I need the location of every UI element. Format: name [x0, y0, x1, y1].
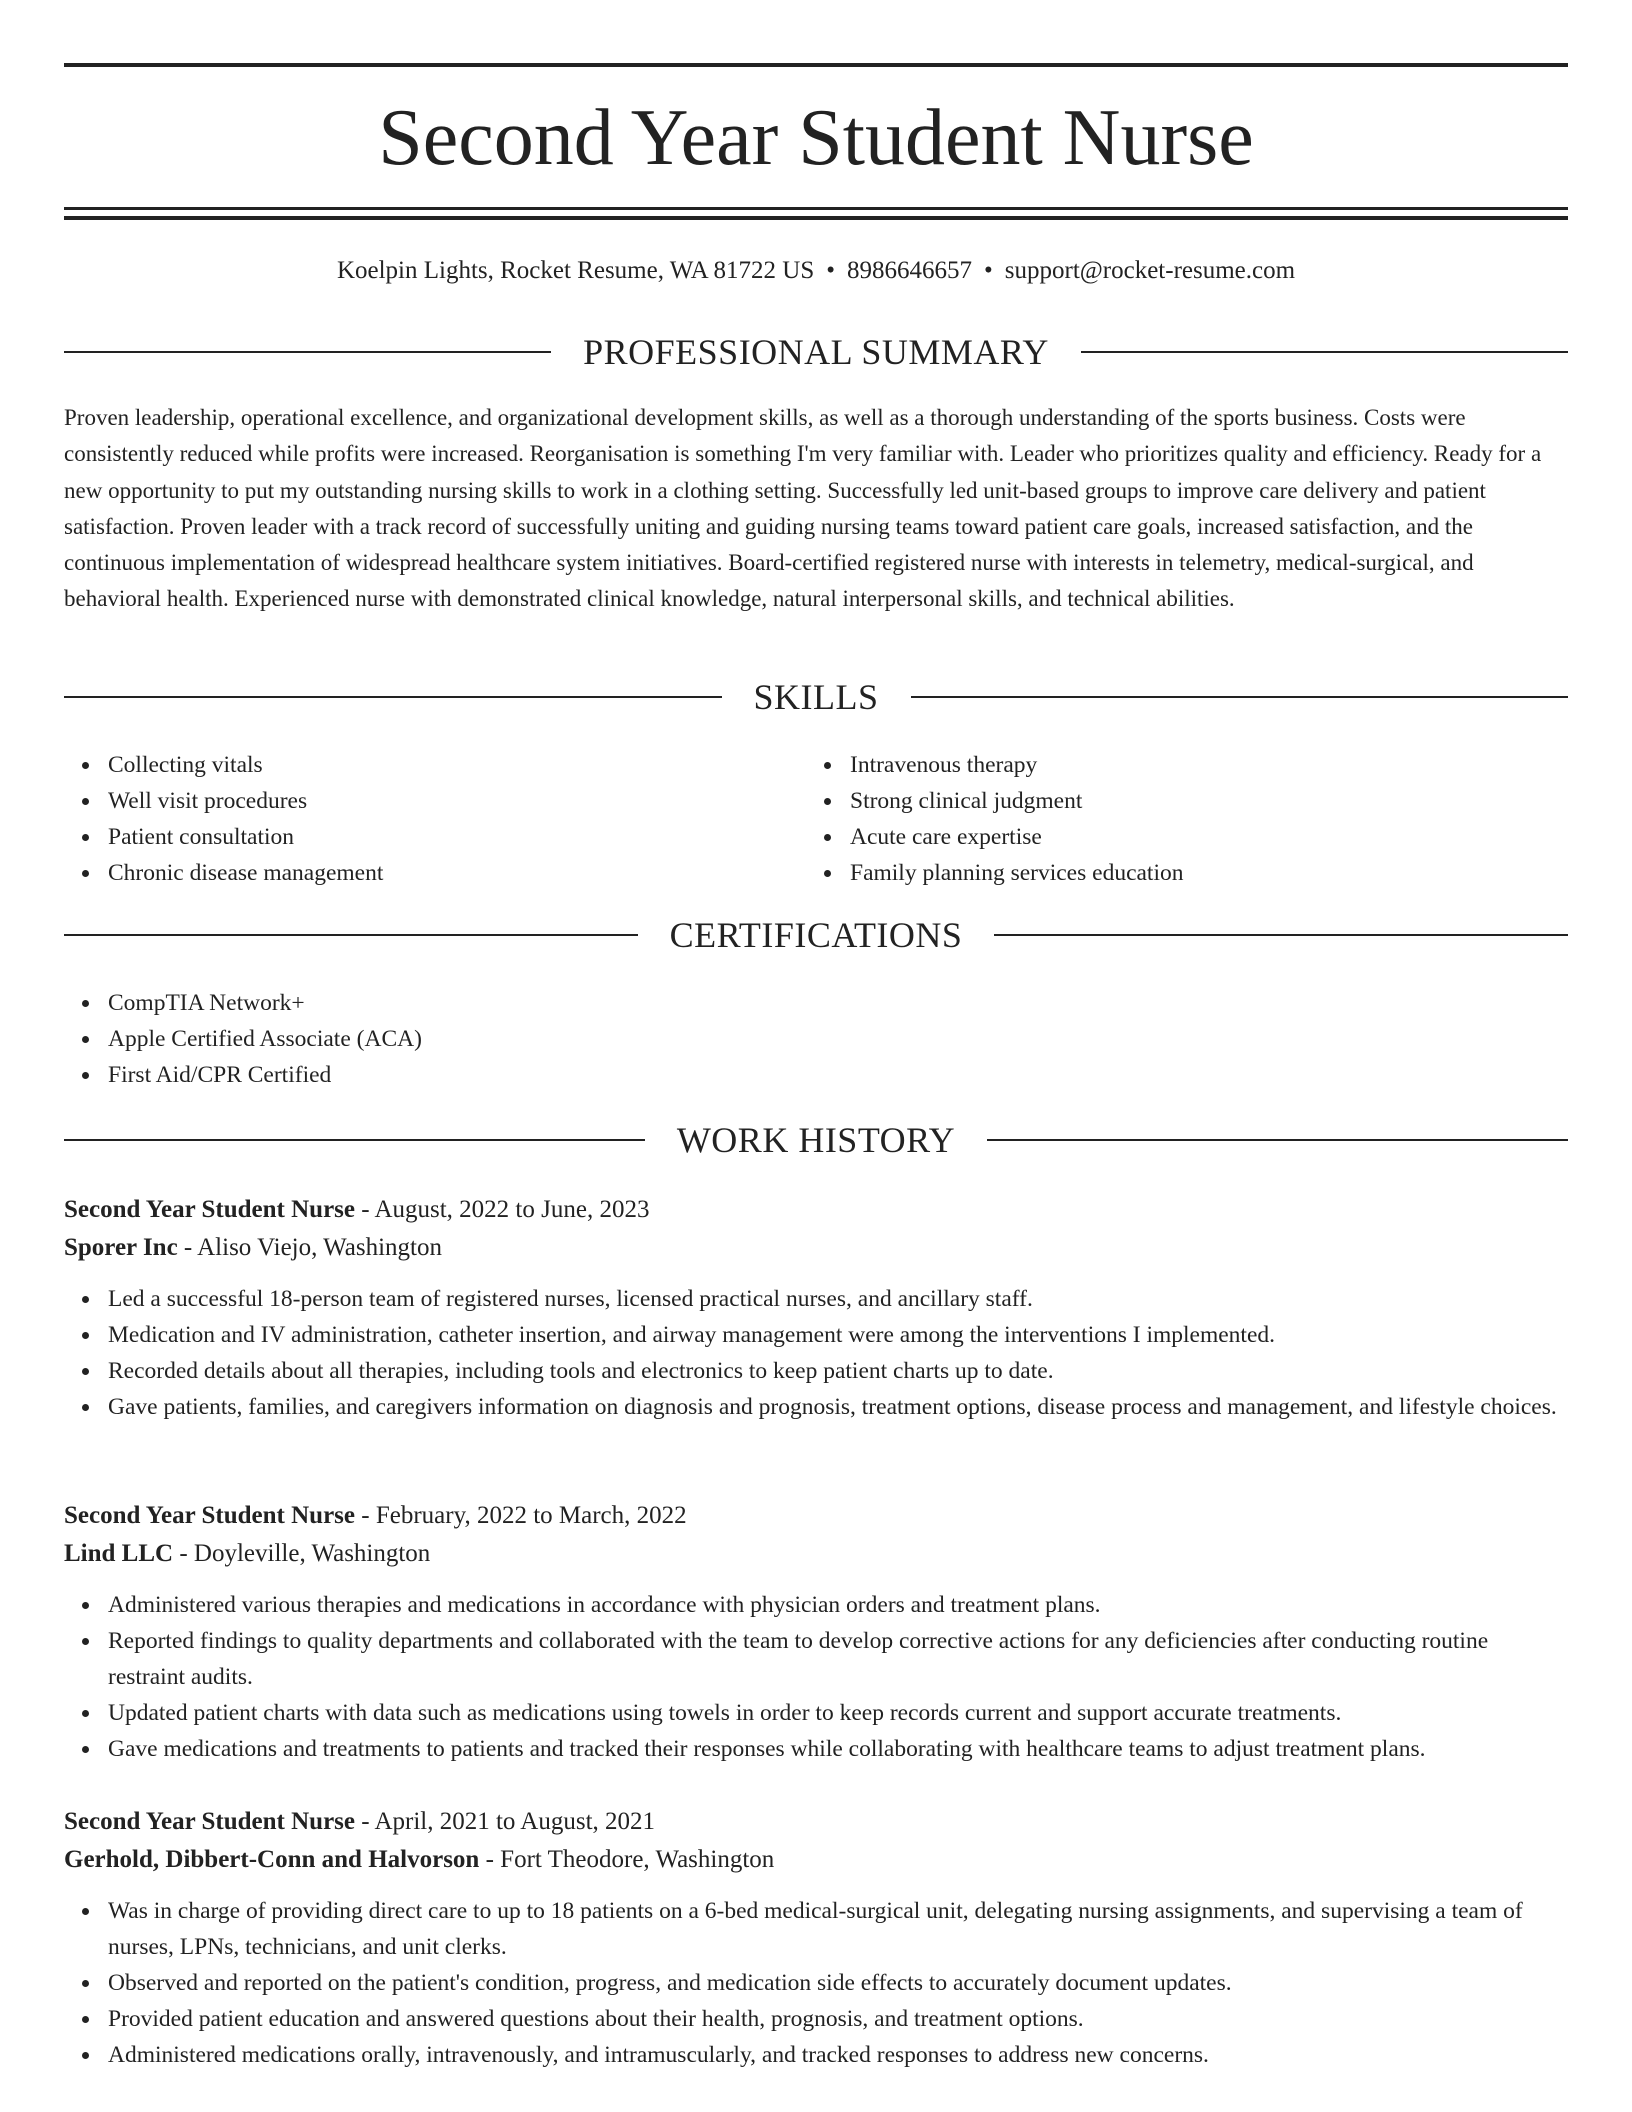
job-bullet: Gave patients, families, and caregivers information on diagnosis and prognosis, treatment options, disease process and management, and lifestyle choices.: [64, 1389, 1568, 1425]
contact-phone: 8986646657: [847, 257, 972, 284]
section-title: PROFESSIONAL SUMMARY: [583, 332, 1049, 372]
section-title: SKILLS: [753, 677, 879, 717]
contact-email: support@rocket-resume.com: [1004, 257, 1296, 284]
certification-item: First Aid/CPR Certified: [64, 1057, 422, 1093]
candidate-name: Second Year Student Nurse: [378, 94, 1254, 182]
job-title: Second Year Student Nurse: [64, 1502, 355, 1529]
section-heading-summary: [64, 330, 1568, 374]
section-rule: [1081, 351, 1568, 353]
section-rule: [64, 351, 551, 353]
skills-list-right: [806, 747, 1184, 891]
section-rule: [64, 696, 722, 698]
skill-item: Well visit procedures: [64, 783, 383, 819]
job-bullet: Recorded details about all therapies, including tools and electronics to keep patient charts up to date.: [64, 1353, 1568, 1389]
section-title: WORK HISTORY: [676, 1120, 956, 1160]
certifications-list: [64, 985, 422, 1093]
header-rule-upper: [64, 207, 1568, 210]
job-bullet: Provided patient education and answered questions about their health, prognosis, and treatment options.: [64, 2001, 1568, 2037]
job-title: Second Year Student Nurse: [64, 1808, 355, 1835]
job-title-line: [64, 1497, 1568, 1535]
skill-item: Family planning services education: [806, 855, 1184, 891]
skill-item: Strong clinical judgment: [806, 783, 1184, 819]
job-company-line: [64, 1841, 1568, 1879]
job-entry: [64, 1803, 1568, 2073]
job-entry: [64, 1497, 1568, 1767]
job-company: Gerhold, Dibbert-Conn and Halvorson: [64, 1846, 480, 1873]
header-rule-lower: [64, 216, 1568, 220]
contact-separator: •: [984, 257, 993, 284]
job-location: - Doyleville, Washington: [173, 1540, 431, 1567]
job-dates: - August, 2022 to June, 2023: [355, 1196, 650, 1223]
job-bullet: Administered various therapies and medications in accordance with physician orders and treatment plans.: [64, 1587, 1568, 1623]
section-heading-certifications: [64, 913, 1568, 957]
skill-item: Intravenous therapy: [806, 747, 1184, 783]
skills-list-left: [64, 747, 383, 891]
job-company: Sporer Inc: [64, 1234, 178, 1261]
skill-item: Chronic disease management: [64, 855, 383, 891]
certification-item: CompTIA Network+: [64, 985, 422, 1021]
job-title-line: [64, 1191, 1568, 1229]
job-title: Second Year Student Nurse: [64, 1196, 355, 1223]
job-bullet: Updated patient charts with data such as medications using towels in order to keep records current and support accurate treatments.: [64, 1695, 1568, 1731]
skill-item: Acute care expertise: [806, 819, 1184, 855]
job-bullet: Administered medications orally, intravenously, and intramuscularly, and tracked responses to address new concerns.: [64, 2037, 1568, 2073]
certification-item: Apple Certified Associate (ACA): [64, 1021, 422, 1057]
section-rule: [64, 1139, 645, 1141]
job-dates: - April, 2021 to August, 2021: [355, 1808, 656, 1835]
job-dates: - February, 2022 to March, 2022: [355, 1502, 687, 1529]
skill-item: Patient consultation: [64, 819, 383, 855]
job-location: - Aliso Viejo, Washington: [177, 1234, 442, 1261]
job-bullet: Reported findings to quality departments and collaborated with the team to develop corrective actions for any deficiencies after conducting routine restraint audits.: [64, 1623, 1568, 1695]
job-company: Lind LLC: [64, 1540, 174, 1567]
section-rule: [994, 934, 1568, 936]
section-rule: [987, 1139, 1568, 1141]
job-bullet: Medication and IV administration, catheter insertion, and airway management were among the interventions I implemented.: [64, 1317, 1568, 1353]
contact-address: Koelpin Lights, Rocket Resume, WA 81722 US: [336, 257, 815, 284]
section-heading-work: [64, 1118, 1568, 1162]
contact-separator: •: [826, 257, 835, 284]
summary-text: Proven leadership, operational excellence, and organizational development skills, as well as a thorough understanding of the sports business. Costs were consistently reduced while profits were increased. Reorganisation is something I'm very familiar with. Leader who prioritizes quality and efficiency. Ready for a new opportunity to put my outstanding nursing skills to work in a clothing setting. Successfully led unit-based groups to improve care delivery and patient satisfaction. Proven leader with a track record of successfully uniting and guiding nursing teams toward patient care goals, increased satisfaction, and the continuous implementation of widespread healthcare system initiatives. Board-certified registered nurse with interests in telemetry, medical-surgical, and behavioral health. Experienced nurse with demonstrated clinical knowledge, natural interpersonal skills, and technical abilities.: [64, 405, 1542, 612]
job-bullet: Led a successful 18-person team of registered nurses, licensed practical nurses, and ancillary staff.: [64, 1281, 1568, 1317]
job-location: - Fort Theodore, Washington: [479, 1846, 775, 1873]
skill-item: Collecting vitals: [64, 747, 383, 783]
job-entry: [64, 1191, 1568, 1425]
section-heading-skills: [64, 675, 1568, 719]
job-bullets: [64, 1587, 1568, 1767]
job-bullets: [64, 1281, 1568, 1425]
job-bullet: Gave medications and treatments to patients and tracked their responses while collaborating with healthcare teams to adjust treatment plans.: [64, 1731, 1568, 1767]
job-bullets: [64, 1893, 1568, 2073]
section-rule: [64, 934, 638, 936]
contact-line: [64, 254, 1568, 288]
job-company-line: [64, 1229, 1568, 1267]
job-title-line: [64, 1803, 1568, 1841]
job-company-line: [64, 1535, 1568, 1573]
section-title: CERTIFICATIONS: [669, 915, 963, 955]
job-bullet: Was in charge of providing direct care to up to 18 patients on a 6-bed medical-surgical unit, delegating nursing assignments, and supervising a team of nurses, LPNs, technicians, and unit clerks.: [64, 1893, 1568, 1965]
top-rule: [64, 63, 1568, 67]
section-rule: [911, 696, 1569, 698]
job-bullet: Observed and reported on the patient's condition, progress, and medication side effects to accurately document updates.: [64, 1965, 1568, 2001]
